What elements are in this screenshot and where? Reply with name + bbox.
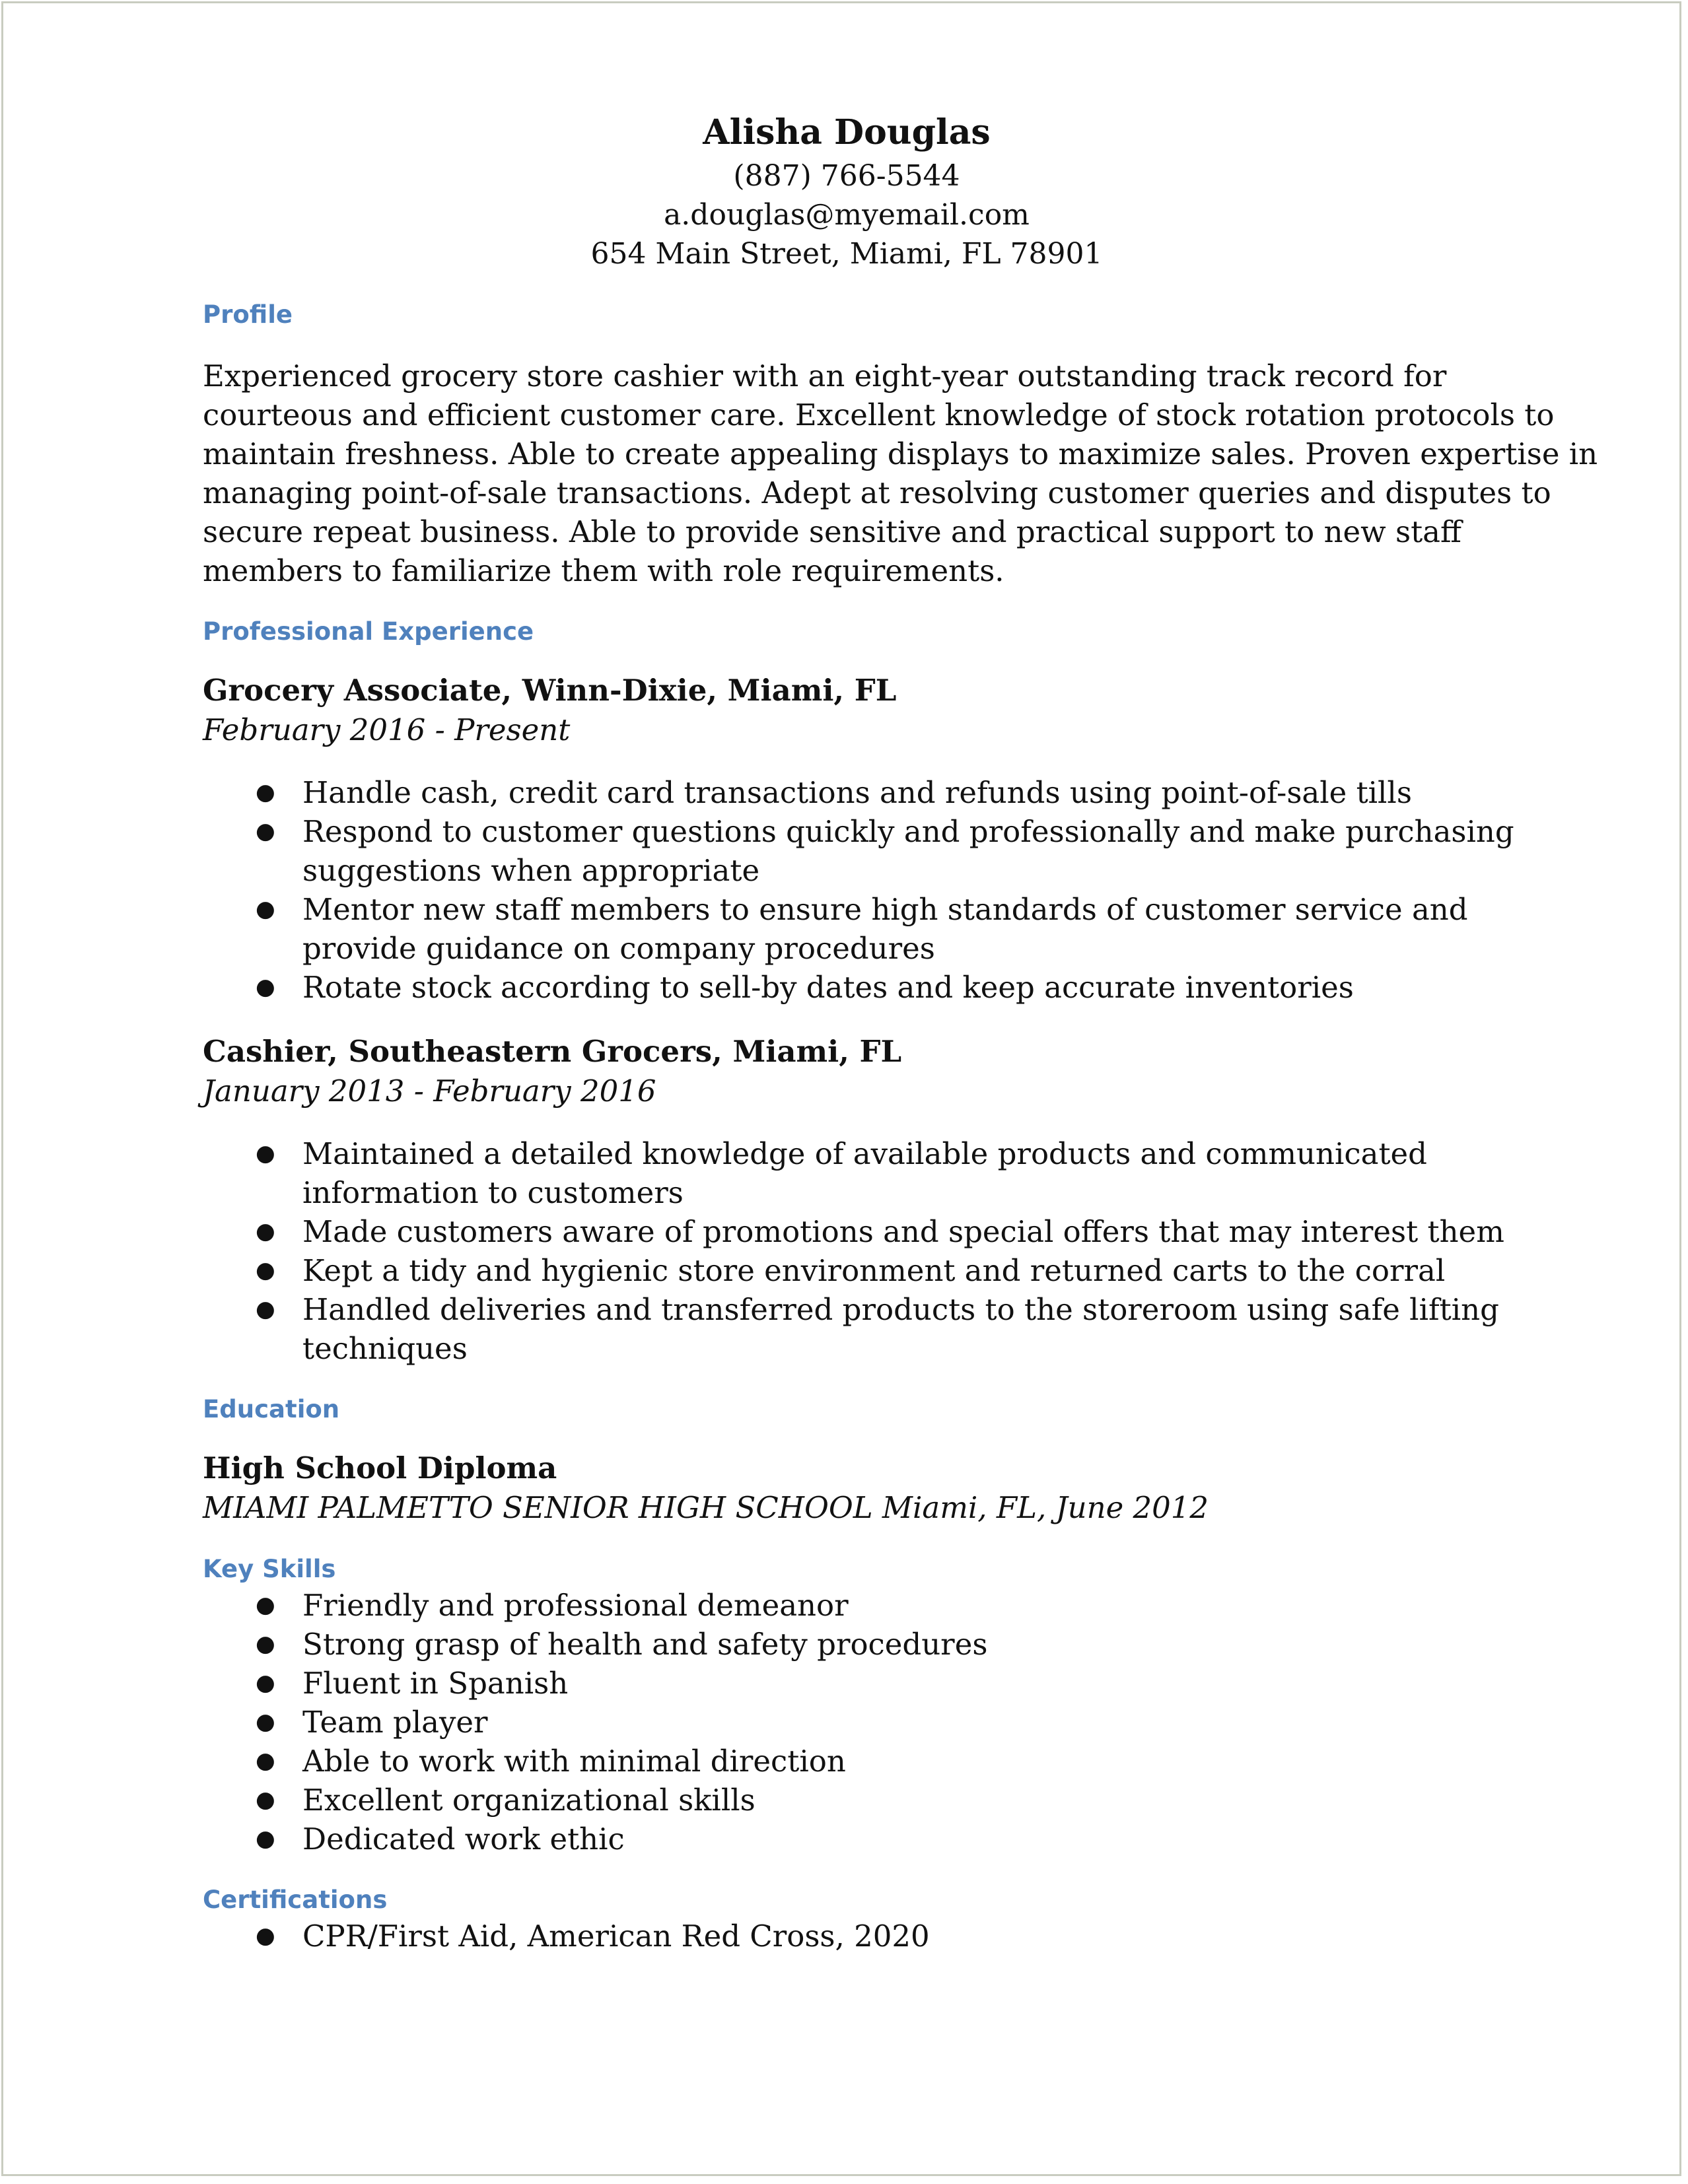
- bullet-icon: ●: [256, 1631, 275, 1657]
- list-item: ● CPR/First Aid, American Red Cross, 2020: [203, 1917, 1524, 1956]
- skills-list: [203, 1586, 1524, 1859]
- job-title: Grocery Associate, Winn-Dixie, Miami, FL: [203, 673, 897, 708]
- bullet-icon: ●: [256, 1748, 275, 1774]
- profile-line: members to familiarize them with role requirements.: [203, 553, 1004, 588]
- profile-heading: Profile: [203, 300, 293, 329]
- list-item: ● Handle cash, credit card transactions and refunds using point-of-sale tills: [203, 773, 1524, 812]
- list-item: ● Dedicated work ethic: [203, 1820, 1524, 1859]
- list-item: ● Team player: [203, 1703, 1524, 1742]
- profile-line: maintain freshness. Able to create appealing displays to maximize sales. Proven expertise in: [203, 436, 1598, 471]
- skills-heading: Key Skills: [203, 1555, 336, 1583]
- street-address: 654 Main Street, Miami, FL 78901: [590, 237, 1103, 271]
- list-item: ● Fluent in Spanish: [203, 1664, 1524, 1703]
- profile-line: managing point-of-sale transactions. Adept at resolving customer queries and disputes to: [203, 475, 1551, 510]
- profile-line: Experienced grocery store cashier with an eight-year outstanding track record for: [203, 358, 1447, 393]
- bullet-icon: ●: [256, 1257, 275, 1283]
- job-duties-list: [203, 1134, 1524, 1368]
- resume-page: [1, 1, 1681, 2176]
- list-item: ● Respond to customer questions quickly and professionally and make purchasing suggestions when appropriate: [203, 812, 1524, 890]
- bullet-icon: ●: [256, 1923, 275, 1949]
- bullet-icon: ●: [256, 974, 275, 1000]
- profile-summary: [203, 357, 1598, 590]
- bullet-icon: ●: [256, 1140, 275, 1167]
- bullet-icon: ●: [256, 1787, 275, 1813]
- candidate-name: Alisha Douglas: [703, 112, 991, 153]
- degree-title: High School Diploma: [203, 1450, 557, 1485]
- school-details: MIAMI PALMETTO SENIOR HIGH SCHOOL Miami, FL, June 2012: [203, 1490, 1209, 1525]
- list-item: ● Excellent organizational skills: [203, 1781, 1524, 1820]
- job-dates: February 2016 - Present: [203, 712, 571, 747]
- resume-content: [203, 109, 1598, 1956]
- bullet-icon: ●: [256, 818, 275, 844]
- bullet-icon: ●: [256, 1670, 275, 1696]
- experience-heading: Professional Experience: [203, 617, 534, 646]
- bullet-icon: ●: [256, 1826, 275, 1852]
- list-item: ● Able to work with minimal direction: [203, 1742, 1524, 1781]
- bullet-icon: ●: [256, 779, 275, 805]
- job-duties-list: [203, 773, 1524, 1007]
- list-item: ● Handled deliveries and transferred products to the storeroom using safe lifting techniques: [203, 1290, 1524, 1368]
- bullet-icon: ●: [256, 896, 275, 922]
- job-title: Cashier, Southeastern Grocers, Miami, FL: [203, 1034, 902, 1069]
- profile-line: courteous and efficient customer care. Excellent knowledge of stock rotation protocols to: [203, 397, 1555, 432]
- list-item: ● Strong grasp of health and safety procedures: [203, 1625, 1524, 1664]
- list-item: ● Maintained a detailed knowledge of available products and communicated information to customers: [203, 1134, 1524, 1212]
- email-address: a.douglas@myemail.com: [664, 198, 1030, 232]
- education-heading: Education: [203, 1395, 340, 1423]
- phone-number: (887) 766-5544: [733, 159, 960, 193]
- list-item: ● Kept a tidy and hygienic store environment and returned carts to the corral: [203, 1251, 1524, 1290]
- certifications-heading: Certifications: [203, 1886, 388, 1914]
- bullet-icon: ●: [256, 1709, 275, 1735]
- resume-header: [203, 109, 1491, 273]
- job-entry: [203, 671, 1524, 1007]
- profile-line: secure repeat business. Able to provide sensitive and practical support to new staff: [203, 514, 1461, 549]
- bullet-icon: ●: [256, 1592, 275, 1618]
- certifications-list: [203, 1917, 1524, 1956]
- job-entry: [203, 1032, 1524, 1368]
- list-item: ● Friendly and professional demeanor: [203, 1586, 1524, 1625]
- list-item: ● Mentor new staff members to ensure high standards of customer service and provide guidance on company procedures: [203, 890, 1524, 968]
- list-item: ● Rotate stock according to sell-by dates and keep accurate inventories: [203, 968, 1524, 1007]
- job-dates: January 2013 - February 2016: [203, 1074, 656, 1109]
- list-item: ● Made customers aware of promotions and special offers that may interest them: [203, 1212, 1524, 1251]
- bullet-icon: ●: [256, 1218, 275, 1245]
- bullet-icon: ●: [256, 1296, 275, 1322]
